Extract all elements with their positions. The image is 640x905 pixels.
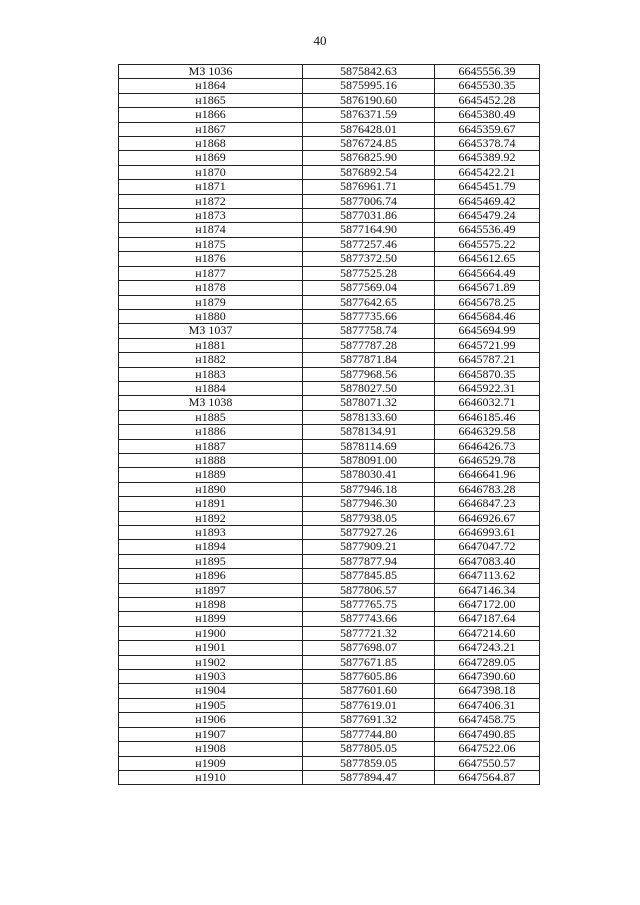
x-coordinate-cell: 5878133.60	[303, 410, 435, 424]
table-row	[119, 381, 540, 395]
table-row	[119, 540, 540, 554]
y-coordinate-cell: 6645678.25	[435, 295, 540, 309]
table-row	[119, 324, 540, 338]
point-name-cell: н1871	[119, 180, 303, 194]
point-name-cell: н1898	[119, 598, 303, 612]
point-name-cell: н1893	[119, 526, 303, 540]
table-row	[119, 309, 540, 323]
x-coordinate-cell: 5876428.01	[303, 122, 435, 136]
page-number: 40	[313, 33, 327, 48]
y-coordinate-cell: 6646847.23	[435, 497, 540, 511]
x-coordinate-cell: 5878114.69	[303, 439, 435, 453]
table-row	[119, 511, 540, 525]
y-coordinate-cell: 6645870.35	[435, 367, 540, 381]
point-name-cell: н1899	[119, 612, 303, 626]
point-name-cell: н1884	[119, 381, 303, 395]
x-coordinate-cell: 5875995.16	[303, 79, 435, 93]
point-name-cell: н1872	[119, 194, 303, 208]
table-row	[119, 79, 540, 93]
x-coordinate-cell: 5877743.66	[303, 612, 435, 626]
y-coordinate-cell: 6647564.87	[435, 770, 540, 784]
table-row	[119, 223, 540, 237]
y-coordinate-cell: 6647522.06	[435, 742, 540, 756]
y-coordinate-cell: 6645380.49	[435, 108, 540, 122]
point-name-cell: н1864	[119, 79, 303, 93]
x-coordinate-cell: 5876892.54	[303, 165, 435, 179]
table-row	[119, 453, 540, 467]
y-coordinate-cell: 6645451.79	[435, 180, 540, 194]
x-coordinate-cell: 5877619.01	[303, 698, 435, 712]
point-name-cell: н1881	[119, 338, 303, 352]
x-coordinate-cell: 5878030.41	[303, 468, 435, 482]
x-coordinate-cell: 5878134.91	[303, 425, 435, 439]
x-coordinate-cell: 5877671.85	[303, 655, 435, 669]
x-coordinate-cell: 5877946.30	[303, 497, 435, 511]
table-row	[119, 598, 540, 612]
table-row	[119, 266, 540, 280]
table-row	[119, 122, 540, 136]
y-coordinate-cell: 6645378.74	[435, 137, 540, 151]
point-name-cell: н1870	[119, 165, 303, 179]
point-name-cell: н1888	[119, 453, 303, 467]
x-coordinate-cell: 5877877.94	[303, 554, 435, 568]
table-row	[119, 727, 540, 741]
x-coordinate-cell: 5877735.66	[303, 309, 435, 323]
x-coordinate-cell: 5877758.74	[303, 324, 435, 338]
table-row	[119, 165, 540, 179]
y-coordinate-cell: 6645479.24	[435, 209, 540, 223]
point-name-cell: н1907	[119, 727, 303, 741]
x-coordinate-cell: 5876825.90	[303, 151, 435, 165]
table-row	[119, 641, 540, 655]
table-row	[119, 151, 540, 165]
x-coordinate-cell: 5878071.32	[303, 396, 435, 410]
y-coordinate-cell: 6647083.40	[435, 554, 540, 568]
x-coordinate-cell: 5877871.84	[303, 353, 435, 367]
y-coordinate-cell: 6645422.21	[435, 165, 540, 179]
point-name-cell: н1882	[119, 353, 303, 367]
x-coordinate-cell: 5877845.85	[303, 569, 435, 583]
y-coordinate-cell: 6647406.31	[435, 698, 540, 712]
table-row	[119, 698, 540, 712]
table-row	[119, 670, 540, 684]
point-name-cell: МЗ 1038	[119, 396, 303, 410]
x-coordinate-cell: 5876961.71	[303, 180, 435, 194]
point-name-cell: н1880	[119, 309, 303, 323]
y-coordinate-cell: 6645575.22	[435, 237, 540, 251]
y-coordinate-cell: 6646185.46	[435, 410, 540, 424]
point-name-cell: н1903	[119, 670, 303, 684]
y-coordinate-cell: 6647172.00	[435, 598, 540, 612]
y-coordinate-cell: 6647187.64	[435, 612, 540, 626]
x-coordinate-cell: 5876371.59	[303, 108, 435, 122]
x-coordinate-cell: 5875842.63	[303, 65, 435, 79]
y-coordinate-cell: 6647047.72	[435, 540, 540, 554]
table-row	[119, 482, 540, 496]
table-row	[119, 353, 540, 367]
x-coordinate-cell: 5877806.57	[303, 583, 435, 597]
point-name-cell: н1891	[119, 497, 303, 511]
x-coordinate-cell: 5877601.60	[303, 684, 435, 698]
y-coordinate-cell: 6645694.99	[435, 324, 540, 338]
point-name-cell: н1875	[119, 237, 303, 251]
point-name-cell: н1877	[119, 266, 303, 280]
y-coordinate-cell: 6647490.85	[435, 727, 540, 741]
y-coordinate-cell: 6647550.57	[435, 756, 540, 770]
point-name-cell: н1886	[119, 425, 303, 439]
x-coordinate-cell: 5877938.05	[303, 511, 435, 525]
table-row	[119, 468, 540, 482]
point-name-cell: н1873	[119, 209, 303, 223]
table-row	[119, 497, 540, 511]
x-coordinate-cell: 5877164.90	[303, 223, 435, 237]
x-coordinate-cell: 5877605.86	[303, 670, 435, 684]
y-coordinate-cell: 6645389.92	[435, 151, 540, 165]
y-coordinate-cell: 6647289.05	[435, 655, 540, 669]
y-coordinate-cell: 6645684.46	[435, 309, 540, 323]
point-name-cell: н1868	[119, 137, 303, 151]
point-name-cell: н1908	[119, 742, 303, 756]
y-coordinate-cell: 6647113.62	[435, 569, 540, 583]
point-name-cell: н1896	[119, 569, 303, 583]
table-row	[119, 194, 540, 208]
table-row	[119, 180, 540, 194]
point-name-cell: МЗ 1037	[119, 324, 303, 338]
table-row	[119, 713, 540, 727]
table-row	[119, 742, 540, 756]
table-row	[119, 554, 540, 568]
x-coordinate-cell: 5877698.07	[303, 641, 435, 655]
y-coordinate-cell: 6647398.18	[435, 684, 540, 698]
table-row	[119, 209, 540, 223]
table-row	[119, 770, 540, 784]
x-coordinate-cell: 5877721.32	[303, 626, 435, 640]
y-coordinate-cell: 6646529.78	[435, 453, 540, 467]
table-row	[119, 396, 540, 410]
x-coordinate-cell: 5877859.05	[303, 756, 435, 770]
point-name-cell: н1897	[119, 583, 303, 597]
y-coordinate-cell: 6647390.60	[435, 670, 540, 684]
x-coordinate-cell: 5876724.85	[303, 137, 435, 151]
point-name-cell: н1885	[119, 410, 303, 424]
table-row	[119, 338, 540, 352]
table-row	[119, 439, 540, 453]
point-name-cell: н1889	[119, 468, 303, 482]
x-coordinate-cell: 5877894.47	[303, 770, 435, 784]
x-coordinate-cell: 5877927.26	[303, 526, 435, 540]
y-coordinate-cell: 6645721.99	[435, 338, 540, 352]
x-coordinate-cell: 5876190.60	[303, 93, 435, 107]
x-coordinate-cell: 5877257.46	[303, 237, 435, 251]
point-name-cell: н1894	[119, 540, 303, 554]
x-coordinate-cell: 5878027.50	[303, 381, 435, 395]
y-coordinate-cell: 6646032.71	[435, 396, 540, 410]
x-coordinate-cell: 5877006.74	[303, 194, 435, 208]
point-name-cell: н1876	[119, 252, 303, 266]
table-row	[119, 526, 540, 540]
y-coordinate-cell: 6645612.65	[435, 252, 540, 266]
point-name-cell: н1879	[119, 295, 303, 309]
y-coordinate-cell: 6645787.21	[435, 353, 540, 367]
y-coordinate-cell: 6645664.49	[435, 266, 540, 280]
y-coordinate-cell: 6646783.28	[435, 482, 540, 496]
table-row	[119, 93, 540, 107]
point-name-cell: МЗ 1036	[119, 65, 303, 79]
y-coordinate-cell: 6645469.42	[435, 194, 540, 208]
x-coordinate-cell: 5877031.86	[303, 209, 435, 223]
y-coordinate-cell: 6645536.49	[435, 223, 540, 237]
coordinates-table-body	[119, 65, 540, 785]
y-coordinate-cell: 6647458.75	[435, 713, 540, 727]
x-coordinate-cell: 5877765.75	[303, 598, 435, 612]
point-name-cell: н1867	[119, 122, 303, 136]
point-name-cell: н1901	[119, 641, 303, 655]
point-name-cell: н1895	[119, 554, 303, 568]
point-name-cell: н1878	[119, 281, 303, 295]
point-name-cell: н1909	[119, 756, 303, 770]
table-row	[119, 65, 540, 79]
table-row	[119, 425, 540, 439]
x-coordinate-cell: 5877691.32	[303, 713, 435, 727]
table-row	[119, 237, 540, 251]
x-coordinate-cell: 5877968.56	[303, 367, 435, 381]
y-coordinate-cell: 6646329.58	[435, 425, 540, 439]
y-coordinate-cell: 6645452.28	[435, 93, 540, 107]
table-row	[119, 626, 540, 640]
coordinates-table	[118, 64, 540, 785]
x-coordinate-cell: 5877805.05	[303, 742, 435, 756]
y-coordinate-cell: 6647214.60	[435, 626, 540, 640]
table-row	[119, 583, 540, 597]
point-name-cell: н1892	[119, 511, 303, 525]
table-row	[119, 569, 540, 583]
table-row	[119, 655, 540, 669]
x-coordinate-cell: 5877946.18	[303, 482, 435, 496]
x-coordinate-cell: 5877642.65	[303, 295, 435, 309]
point-name-cell: н1902	[119, 655, 303, 669]
y-coordinate-cell: 6645530.35	[435, 79, 540, 93]
point-name-cell: н1900	[119, 626, 303, 640]
point-name-cell: н1865	[119, 93, 303, 107]
point-name-cell: н1890	[119, 482, 303, 496]
table-row	[119, 367, 540, 381]
y-coordinate-cell: 6647146.34	[435, 583, 540, 597]
table-row	[119, 295, 540, 309]
point-name-cell: н1869	[119, 151, 303, 165]
table-row	[119, 281, 540, 295]
point-name-cell: н1910	[119, 770, 303, 784]
x-coordinate-cell: 5877744.80	[303, 727, 435, 741]
y-coordinate-cell: 6646926.67	[435, 511, 540, 525]
x-coordinate-cell: 5878091.00	[303, 453, 435, 467]
table-row	[119, 108, 540, 122]
x-coordinate-cell: 5877372.50	[303, 252, 435, 266]
point-name-cell: н1906	[119, 713, 303, 727]
x-coordinate-cell: 5877909.21	[303, 540, 435, 554]
point-name-cell: н1905	[119, 698, 303, 712]
point-name-cell: н1866	[119, 108, 303, 122]
y-coordinate-cell: 6645671.89	[435, 281, 540, 295]
y-coordinate-cell: 6645922.31	[435, 381, 540, 395]
x-coordinate-cell: 5877569.04	[303, 281, 435, 295]
table-row	[119, 612, 540, 626]
table-row	[119, 410, 540, 424]
x-coordinate-cell: 5877787.28	[303, 338, 435, 352]
table-row	[119, 684, 540, 698]
y-coordinate-cell: 6646641.96	[435, 468, 540, 482]
point-name-cell: н1883	[119, 367, 303, 381]
y-coordinate-cell: 6647243.21	[435, 641, 540, 655]
point-name-cell: н1904	[119, 684, 303, 698]
point-name-cell: н1887	[119, 439, 303, 453]
x-coordinate-cell: 5877525.28	[303, 266, 435, 280]
table-row	[119, 756, 540, 770]
y-coordinate-cell: 6646993.61	[435, 526, 540, 540]
point-name-cell: н1874	[119, 223, 303, 237]
y-coordinate-cell: 6645359.67	[435, 122, 540, 136]
y-coordinate-cell: 6646426.73	[435, 439, 540, 453]
table-row	[119, 252, 540, 266]
y-coordinate-cell: 6645556.39	[435, 65, 540, 79]
table-row	[119, 137, 540, 151]
